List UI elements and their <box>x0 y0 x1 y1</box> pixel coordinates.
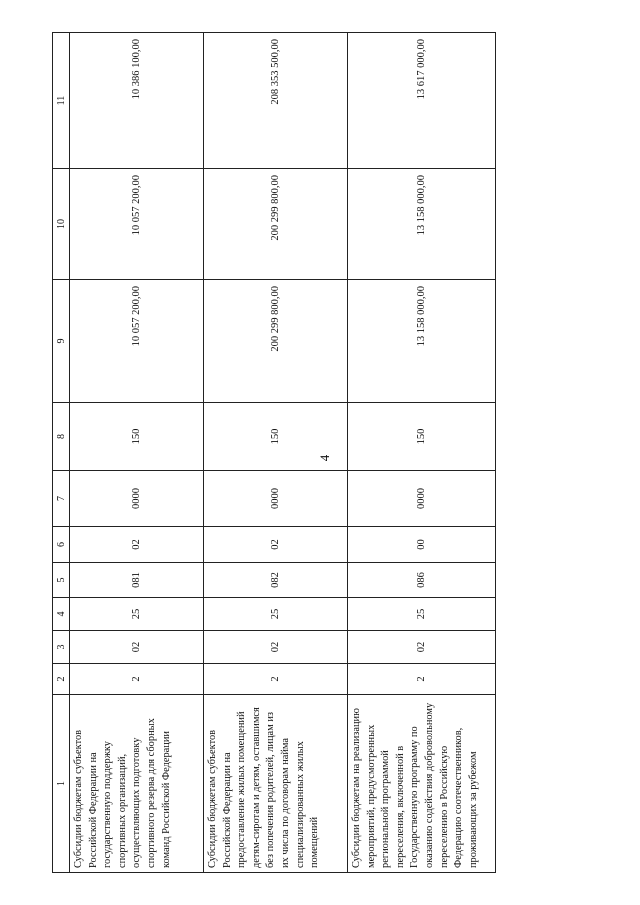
cell-c3: 02 <box>348 631 496 664</box>
cell-c11: 208 353 500,00 <box>204 33 348 169</box>
header-cell: 10 <box>53 169 70 280</box>
header-cell: 1 <box>53 695 70 873</box>
header-cell: 5 <box>53 563 70 598</box>
table-row <box>70 33 204 873</box>
cell-c6: 02 <box>70 527 204 563</box>
row-description: Субсидии бюджетам на реализацию мероприятий, предусмотренных региональной программой переселения, включенной в Государственную программу по оказанию содействия добровольному переселению в Российскую Федерацию соотечественников, проживающих за рубежом <box>348 695 496 873</box>
cell-c3: 02 <box>204 631 348 664</box>
cell-c9: 10 057 200,00 <box>70 280 204 403</box>
header-cell: 11 <box>53 33 70 169</box>
cell-c11: 13 617 000,00 <box>348 33 496 169</box>
cell-c2: 2 <box>348 664 496 695</box>
row-description: Субсидии бюджетам субъектов Российской Федерации на предоставление жилых помещений детям-сиротам и детям, оставшимся без попечения родителей, лицам из их числа по договорам найма специализированных жилых помещений <box>204 695 348 873</box>
cell-c9: 13 158 000,00 <box>348 280 496 403</box>
cell-c6: 00 <box>348 527 496 563</box>
cell-c8: 150 <box>204 403 348 471</box>
page-number: 4 <box>317 454 332 462</box>
header-cell: 4 <box>53 598 70 631</box>
header-cell: 9 <box>53 280 70 403</box>
cell-c8: 150 <box>70 403 204 471</box>
cell-c10: 10 057 200,00 <box>70 169 204 280</box>
cell-c8: 150 <box>348 403 496 471</box>
cell-c2: 2 <box>204 664 348 695</box>
budget-table <box>52 32 496 873</box>
cell-c7: 0000 <box>70 471 204 527</box>
header-cell: 6 <box>53 527 70 563</box>
cell-c7: 0000 <box>204 471 348 527</box>
cell-c11: 10 386 100,00 <box>70 33 204 169</box>
row-description: Субсидии бюджетам субъектов Российской Федерации на государственную поддержку спортивных организаций, осуществляющих подготовку спортивного резерва для сборных команд Российской Федерации <box>70 695 204 873</box>
cell-c5: 082 <box>204 563 348 598</box>
cell-c3: 02 <box>70 631 204 664</box>
cell-c7: 0000 <box>348 471 496 527</box>
header-cell: 7 <box>53 471 70 527</box>
table-row <box>348 33 496 873</box>
cell-c4: 25 <box>70 598 204 631</box>
header-cell: 2 <box>53 664 70 695</box>
table-row <box>204 33 348 873</box>
header-cell: 8 <box>53 403 70 471</box>
cell-c10: 200 299 800,00 <box>204 169 348 280</box>
header-cell: 3 <box>53 631 70 664</box>
cell-c6: 02 <box>204 527 348 563</box>
cell-c10: 13 158 000,00 <box>348 169 496 280</box>
rotated-table-container <box>52 33 495 873</box>
cell-c4: 25 <box>204 598 348 631</box>
cell-c5: 086 <box>348 563 496 598</box>
cell-c2: 2 <box>70 664 204 695</box>
cell-c5: 081 <box>70 563 204 598</box>
header-row <box>53 33 70 873</box>
cell-c9: 200 299 800,00 <box>204 280 348 403</box>
cell-c4: 25 <box>348 598 496 631</box>
